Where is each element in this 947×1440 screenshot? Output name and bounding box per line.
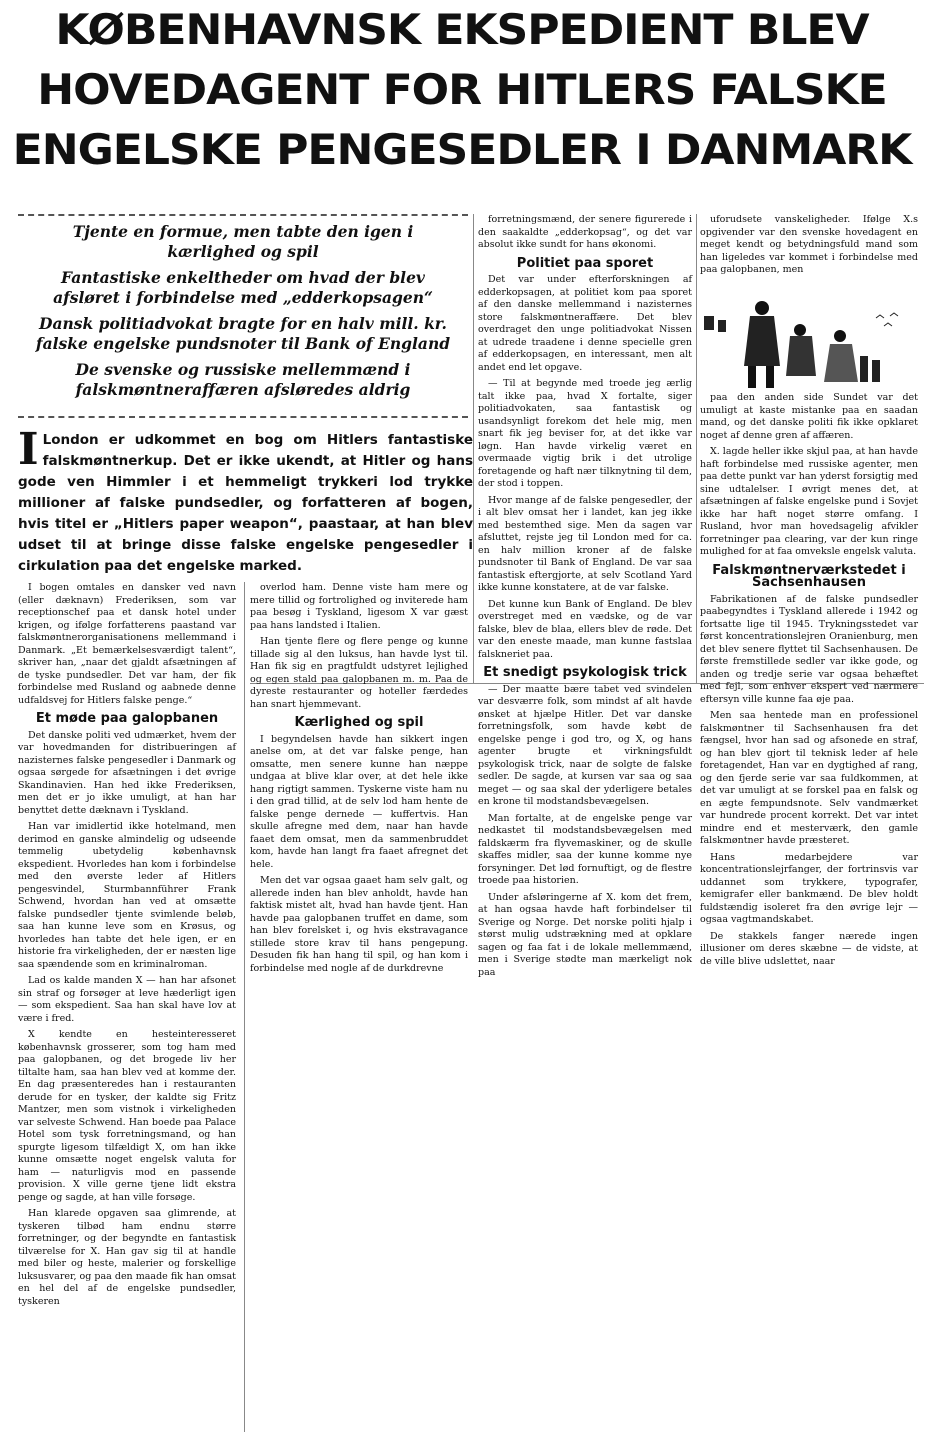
body-paragraph: Det var under efterforskningen af edderkopsagen, at politiet kom paa sporet af den danske mellemmand i nazisternes store falskmøntneraffære. Det blev overdraget den unge politiadvokat Nissen at udrede traadene i denne specielle gren af edderkopsagen, en interessant, men alt andet end let opgave.: [478, 274, 692, 373]
illustration-figures: [700, 296, 900, 391]
column-divider: [244, 582, 245, 1432]
body-paragraph: X kendte en hesteinteresseret københavnsk grosserer, som tog ham med paa galopbanen, og det brogede liv her tiltalte ham, saa han blev ved at komme der. En dag præsenteredes han i restauranten derude for en tysker, der kaldte sig Fritz Mantzer, men som vistnok i virkeligheden var selveste Schwend. Han boede paa Palace Hotel som tysk forretningsmand, og han spurgte ligesom tilfældigt X, om han ikke kunne omsætte noget engelsk valuta for ham — naturligvis mod en passende provision. X ville gerne tjene lidt ekstra penge og sagde, at han ville forsøge.: [18, 1029, 236, 1203]
deck-line-3: Dansk politiadvokat bragte for en halv mill. kr. falske engelske pundsnoter til Bank of England: [35, 314, 451, 353]
subheadline-deck: [18, 214, 468, 418]
drop-cap: I: [18, 424, 39, 475]
article-column-4-top: [700, 214, 918, 294]
body-paragraph: Han tjente flere og flere penge og kunne tillade sig al den luksus, han havde lyst til. Han fik sig en pragtfuldt udstyret lejlighed og egen stald paa galopbanen m. m. Paa de dyreste restauranter og hoteller færdedes han snart hjemmevant.: [250, 636, 468, 710]
body-paragraph: Det kunne kun Bank of England. De blev overstreget med en vædske, og de var falske, blev de blaa, ellers blev de røde. Det var den eneste maade, man kunne fastslaa falskneriet paa.: [478, 598, 692, 660]
deck-line-1: Tjente en formue, men tabte den igen i kærlighed og spil: [72, 222, 414, 261]
lead-text: London er udkommet en bog om Hitlers fantastiske falskmøntnerkup. Det er ikke ukendt, at Hitler og hans gode ven Himmler i et hemmeligt trykkeri lod trykke millioner af falske pundsedler, og forfatteren af bogen, hvis titel er „Hitlers paper weapon“, paastaar, at han blev udset til at bringe disse falske engelske pengesedler i cirkulation paa det engelske marked.: [18, 432, 473, 574]
body-paragraph: Men saa hentede man en professionel falskmøntner til Sachsenhausen fra det fængsel, hvor han sad og afsonede en straf, og han blev gjort til teknisk leder af hele foretagendet, Han var en dygtighed af rang, og den fjerde serie var saa fuldkommen, at det var umuligt at se forskel paa en falsk og en ægte fempundsnote. Selv vandmærket var hundrede procent korrekt. Det var intet mindre end et mesterværk, den gamle falskmøntner havde præsteret.: [700, 710, 918, 846]
body-paragraph: — Til at begynde med troede jeg ærlig talt ikke paa, hvad X fortalte, siger politiadvokaten, saa fantastisk og usandsynligt forekom det hele mig, men snart fik jeg beviser for, at det ikke var løgn. Han havde virkelig været en overmaade vigtig brik i det utrolige foretagende og haft nær tilknytning til dem, der stod i toppen.: [478, 378, 692, 489]
section-heading: Et snedigt psykologisk trick: [483, 665, 687, 680]
headline-line-3: ENGELSKE PENGESEDLER I DANMARK: [12, 125, 912, 174]
headline-line-2: HOVEDAGENT FOR HITLERS FALSKE: [37, 65, 887, 114]
deck-line-2: Fantastiske enkeltheder om hvad der blev afsløret i forbindelse med „edderkopsagen“: [53, 268, 433, 307]
body-paragraph: Han var imidlertid ikke hotelmand, men derimod en ganske almindelig og udseende temmelig ubetydelig københavnsk ekspedient. Hvorledes han kom i forbindelse med den øverste leder af Hitlers pengesvindel, Sturmbannführer Frank Schwend, hvordan han ved at omsætte falske pundsedler tjente svimlende beløb, saa han kunne leve som en Krøsus, og hvorledes han tabte det hele igen, er en historie fra virkeligheden, der er næsten lige saa spændende som en kriminalroman.: [18, 821, 236, 970]
article-column-2: [250, 582, 468, 974]
section-heading: Kærlighed og spil: [294, 715, 424, 730]
body-paragraph: Hans medarbejdere var koncentrationslejrfanger, der fortrinsvis var uddannet som trykkere, typografer, kemigrafer eller bankmænd. De blev holdt fuldstændig isoleret fra den øvrige lejr — ogsaa vagtmandskabet.: [700, 851, 918, 925]
headline: [0, 0, 924, 180]
column-divider: [696, 214, 697, 684]
body-paragraph: uforudsete vanskeligheder. Ifølge X.s opgivender var den svenske hovedagent en meget kendt og betydningsfuld mand som han ligeledes var kommet i forbindelse med paa galopbanen, men: [700, 214, 918, 275]
column-divider: [473, 214, 474, 684]
lead-paragraph: [18, 424, 473, 577]
body-paragraph: paa den anden side Sundet var det umuligt at kaste mistanke paa en saadan mand, og det danske politi fik ikke opklaret noget af denne gren af affæren.: [700, 392, 918, 441]
section-heading: Et møde paa galopbanen: [35, 711, 219, 726]
body-paragraph: De stakkels fanger nærede ingen illusioner om deres skæbne — de vidste, at de ville blive udslettet, naar: [700, 930, 918, 967]
body-paragraph: Hvor mange af de falske pengesedler, der i alt blev omsat her i landet, kan jeg ikke med bestemthed sige. Men da sagen var afsluttet, rejste jeg til London med for ca. en halv million kroner af de falske pundsnoter til Bank of England. De var saa fantastisk eftergjorte, at selv Scotland Yard ikke kunne konstatere, at de var falske.: [478, 494, 692, 593]
body-paragraph: Under afsløringerne af X. kom det frem, at han ogsaa havde haft forbindelser til Sverige og Norge. Det norske politi hjalp i størst mulig udstrækning med at opklare sagen og faa fat i de lokale mellemmænd, men i Sverige stødte man mærkeligt nok paa: [478, 891, 692, 978]
body-paragraph: Lad os kalde manden X — han har afsonet sin straf og forsøger at leve hæderligt igen — som ekspedient. Saa han skal have lov at være i fred.: [18, 975, 236, 1024]
body-paragraph: overlod ham. Denne viste ham mere og mere tillid og fortrolighed og inviterede ham paa besøg i Tyskland, ligesom X var gæst paa hans landsted i Italien.: [250, 582, 468, 631]
section-heading: Falskmøntnerværkstedet i Sachsenhausen: [712, 562, 906, 590]
body-paragraph: Men det var ogsaa gaaet ham selv galt, og allerede inden han blev anholdt, havde han faktisk mistet alt, hvad han havde tjent. Han havde paa galopbanen truffet en dame, som han blev forelsket i, og hvis ekstravagance stillede store krav til hans pengepung. Desuden fik han hang til spil, og han kom i forbindelse med nogle af de durkdrevne: [250, 875, 468, 974]
article-column-4: [700, 392, 918, 967]
body-paragraph: Man fortalte, at de engelske penge var nedkastet til modstandsbevægelsen med faldskærm fra flyvemaskiner, og de skulle skaffes midler, saa der kunne komme nye forsyninger. Det lød fornuftigt, og de flestre troede paa historien.: [478, 812, 692, 886]
section-heading: Politiet paa sporet: [516, 255, 654, 271]
body-paragraph: X. lagde heller ikke skjul paa, at han havde haft forbindelse med russiske agenter, men paa dette punkt var han yderst forsigtig med sine udtalelser. I øvrigt menes det, at afsætningen af falske engelske pund i Sovjet ikke har haft noget større omfang. I Rusland, hvor man hovedsagelig afvikler forretninger paa clearing, var der kun ringe mulighed for at faa omveksle engelsk valuta.: [700, 446, 918, 557]
body-paragraph: Det danske politi ved udmærket, hvem der var hovedmanden for distribueringen af nazisternes falske pengesedler i Danmark og ogsaa sørgede for afsætningen i det øvrige Skandinavien. Han hed ikke Frederiksen, men det er jo ikke umuligt, at han har benyttet dette dæknavn i Tyskland.: [18, 729, 236, 816]
article-column-3: [478, 214, 692, 978]
body-paragraph: Fabrikationen af de falske pundsedler paabegyndtes i Tyskland allerede i 1942 og fortsatte lige til 1945. Trykningsstedet var først koncentrationslejren Oranienburg, men det blev senere flyttet til Sachsenhausen. De første fremstillede sedler var ikke gode, og anden og tredje serie var ogsaa behæftet med fejl, som enhver ekspert ved nærmere eftersyn ville kunne faa øje paa.: [700, 593, 918, 705]
body-paragraph: — Der maatte bære tabet ved svindelen var desværre folk, som mindst af alt havde ønsket at hjælpe Hitler. Det var danske forretningsfolk, som havde købt de engelske penge i god tro, og X, og hans agenter brugte et virkningsfuldt psykologisk trick, naar de solgte de falske sedler. De sagde, at kursen var saa og saa meget — og saa skal der yderligere betales en krone til modstandsbevægelsen.: [478, 683, 692, 807]
body-paragraph: I bogen omtales en dansker ved navn (eller dæknavn) Frederiksen, som var receptionschef paa et dansk hotel under krigen, og ifølge forfatterens paastand var falskmøntnerorganisationens mellemmand i Danmark. „Et bemærkelsesværdigt talent“, skriver han, „naar det gjaldt afsætningen af de tyske pundsedler. Det var ham, der fik forbindelse med Rusland og aabnede denne udfaldsvej for Hitlers falske penge.“: [18, 582, 236, 706]
body-paragraph: forretningsmænd, der senere figurerede i den saakaldte „edderkopsag“, og det var absolut ikke sundt for hans økonomi.: [478, 214, 692, 250]
body-paragraph: I begyndelsen havde han sikkert ingen anelse om, at det var falske penge, han omsatte, men senere kunne han næppe undgaa at blive klar over, at det hele ikke hang rigtigt sammen. Tyskerne viste ham nu i den grad tillid, at de selv lod ham hente de falske penge dernede — kuffertvis. Han skulle afregne med dem, naar han havde faaet dem omsat, men da sammenbruddet kom, havde han langt fra faaet afregnet det hele.: [250, 733, 468, 870]
body-paragraph: Han klarede opgaven saa glimrende, at tyskeren tilbød ham endnu større forretninger, og der begyndte en fantastisk tilværelse for X. Han gav sig til at handle med biler og heste, malerier og forskellige luksusvarer, og paa den maade fik han omsat en hel del af de engelske pundsedler, tyskeren: [18, 1208, 236, 1307]
deck-line-4: De svenske og russiske mellemmænd i falskmøntneraffæren afsløredes aldrig: [75, 360, 411, 399]
article-column-1: [18, 582, 236, 1434]
headline-line-1: KØBENHAVNSK EKSPEDIENT BLEV: [55, 5, 869, 54]
